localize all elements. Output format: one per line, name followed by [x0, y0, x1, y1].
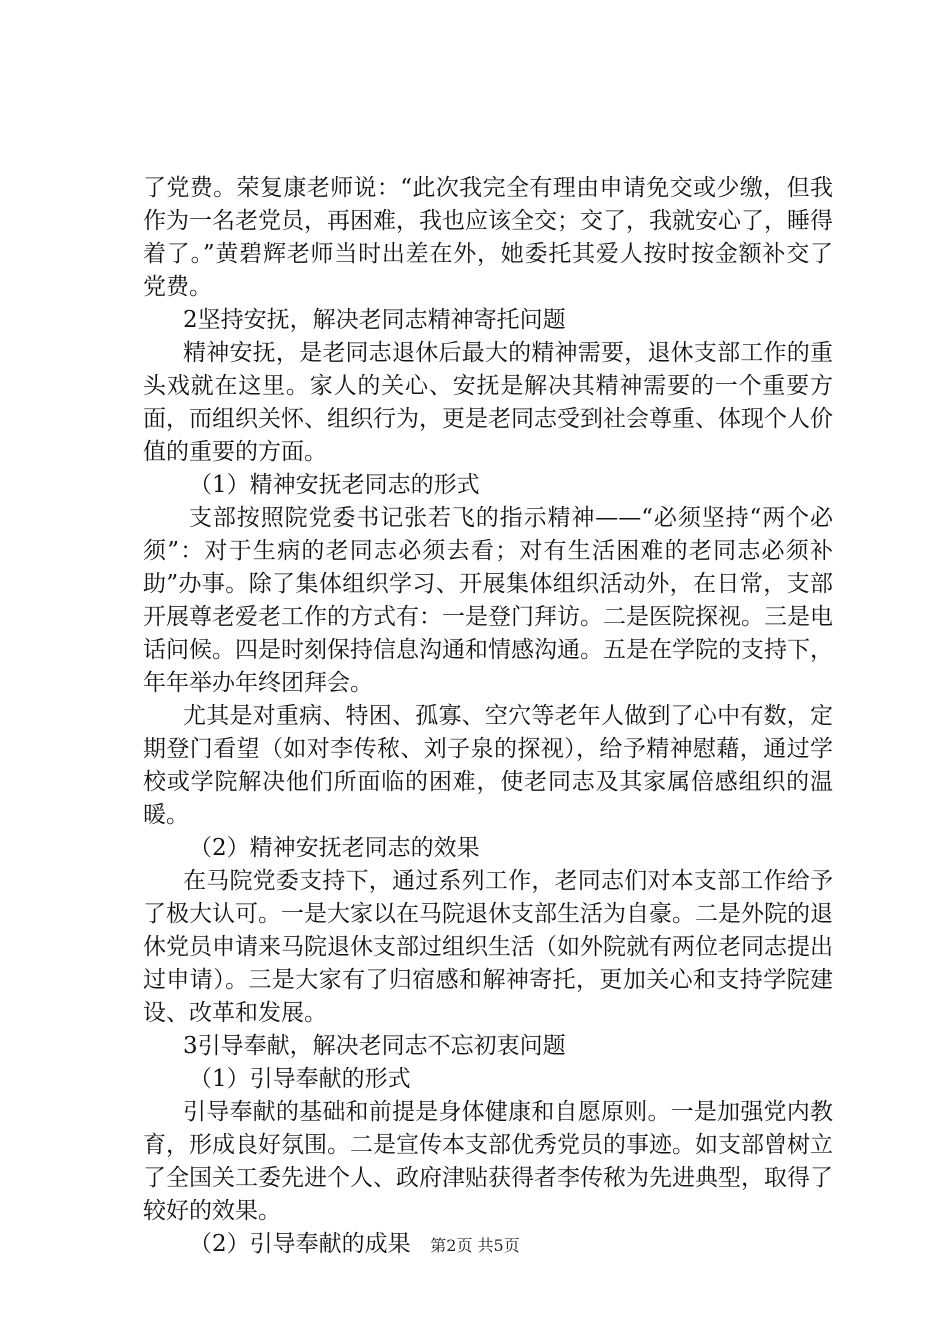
subheading-dedication-forms: （1）引导奉献的形式 [189, 1066, 411, 1092]
paragraph-comfort-results: 在马院党委支持下，通过系列工作，老同志们对本支部工作给予了极大认可。一是大家以在马院退休支部生活为自豪。二是外院的退休党员申请来马院退休支部过组织生活（如外院就有两位老同志提出过申请）。三是大家有了归宿感和解神寄托，更加关心和支持学院建设、改革和发展。 [143, 868, 833, 1026]
subheading-comfort-forms: （1）精神安抚老同志的形式 [189, 472, 480, 498]
paragraph-comfort-methods: 支部按照院党委书记张若飞的指示精神——“必须坚持“两个必须”：对于生病的老同志必须去看；对有生活困难的老同志必须补助”办事。除了集体组织学习、开展集体组织活动外，在日常，支部开展尊老爱老工作的方式有：一是登门拜访。二是医院探视。三是电话问候。四是时刻保持信息沟通和情感沟通。五是在学院的支持下，年年举办年终团拜会。 [143, 505, 833, 696]
page-number-footer: 第2页 共5页 [430, 1236, 520, 1255]
paragraph-spiritual-comfort-intro: 精神安抚，是老同志退休后最大的精神需要，退休支部工作的重头戏就在这里。家人的关心、安抚是解决其精神需要的一个重要方面，而组织关怀、组织行为，更是老同志受到社会尊重、体现个人价值的重要的方面。 [143, 340, 833, 465]
subheading-comfort-effects: （2）精神安抚老同志的效果 [189, 835, 480, 861]
subheading-dedication-results: （2）引导奉献的成果 [189, 1231, 411, 1257]
paragraph-party-fee-continuation: 了党费。荣复康老师说：“此次我完全有理由申请免交或少缴，但我作为一名老党员，再困难，我也应该全交；交了，我就安心了，睡得着了。”黄碧辉老师当时出差在外，她委托其爱人按时按金额补交了党费。 [143, 175, 833, 300]
section-heading-3: 3引导奉献，解决老同志不忘初衷问题 [183, 1033, 566, 1059]
paragraph-special-care: 尤其是对重病、特困、孤寡、空穴等老年人做到了心中有数，定期登门看望（如对李传秾、刘子泉的探视），给予精神慰藉，通过学校或学院解决他们所面临的困难，使老同志及其家属倍感组织的温暖。 [143, 703, 833, 828]
document-body [143, 172, 833, 1261]
paragraph-dedication-basis: 引导奉献的基础和前提是身体健康和自愿原则。一是加强党内教育，形成良好氛围。二是宣传本支部优秀党员的事迹。如支部曾树立了全国关工委先进个人、政府津贴获得者李传秾为先进典型，取得了较好的效果。 [143, 1099, 833, 1224]
section-heading-2: 2坚持安抚，解决老同志精神寄托问题 [183, 307, 566, 333]
